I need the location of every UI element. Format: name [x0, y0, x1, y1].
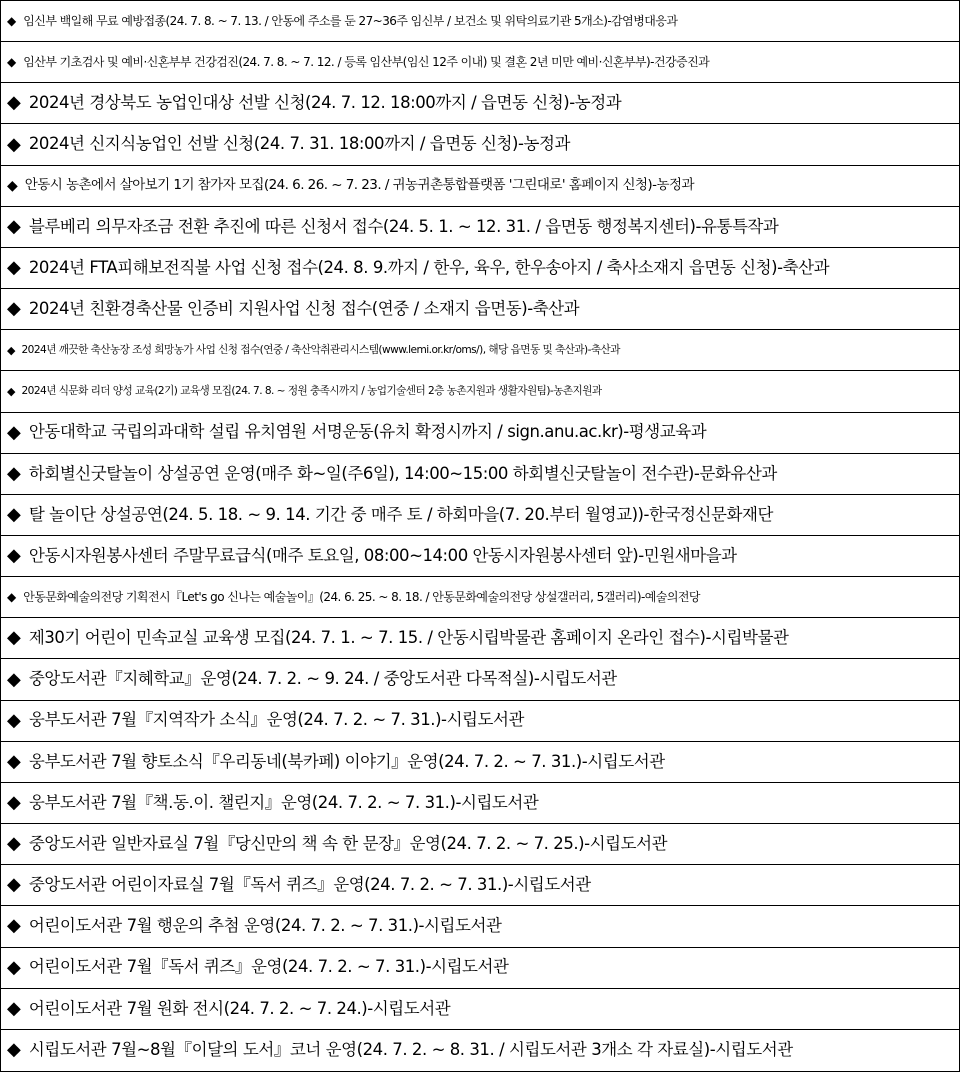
list-item: [1, 124, 959, 165]
list-item-text: 어린이도서관 7월 행운의 추첨 운영(24. 7. 2. ~ 7. 31.)-시립도서관: [28, 916, 502, 936]
list-item: [1, 824, 959, 865]
list-item-text: 블루베리 의무자조금 전환 추진에 따른 신청서 접수(24. 5. 1. ~ 12. 31. / 읍면동 행정복지센터)-유통특작과: [28, 216, 779, 236]
diamond-bullet-icon: ◆: [7, 627, 21, 649]
list-item: [1, 42, 959, 83]
list-item-text: 어린이도서관 7월『독서 퀴즈』운영(24. 7. 2. ~ 7. 31.)-시립도서관: [28, 957, 509, 977]
diamond-bullet-icon: ◆: [7, 956, 21, 978]
list-item-text: 웅부도서관 7월『지역작가 소식』운영(24. 7. 2. ~ 7. 31.)-시립도서관: [28, 710, 525, 730]
list-item: [1, 166, 959, 207]
diamond-bullet-icon: ◆: [7, 833, 21, 855]
list-item-text: 안동문화예술의전당 기획전시『Let's go 신나는 예술놀이』(24. 6. 25. ~ 8. 18. / 안동문화예술의전당 상설갤러리, 5갤러리)-예술의전당: [23, 590, 700, 605]
list-item-text: 안동대학교 국립의과대학 설립 유치염원 서명운동(유치 확정시까지 / sign.anu.ac.kr)-평생교육과: [28, 422, 707, 442]
list-item-text: 시립도서관 7월~8월『이달의 도서』코너 운영(24. 7. 2. ~ 8. 31. / 시립도서관 3개소 각 자료실)-시립도서관: [28, 1040, 793, 1060]
list-item: [1, 783, 959, 824]
diamond-bullet-icon: ◆: [7, 709, 21, 731]
list-item-text: 하회별신굿탈놀이 상설공연 운영(매주 화~일(주6일), 14:00~15:00 하회별신굿탈놀이 전수관)-문화유산과: [28, 463, 777, 483]
list-item-text: 어린이도서관 7월 원화 전시(24. 7. 2. ~ 7. 24.)-시립도서관: [28, 998, 451, 1018]
diamond-bullet-icon: ◆: [7, 215, 21, 237]
list-item: [1, 495, 959, 536]
list-item: [1, 371, 959, 412]
diamond-bullet-icon: ◆: [7, 462, 21, 484]
diamond-bullet-icon: ◆: [7, 133, 21, 155]
list-item: [1, 865, 959, 906]
list-item-text: 안동시자원봉사센터 주말무료급식(매주 토요일, 08:00~14:00 안동시자원봉사센터 앞)-민원새마을과: [28, 545, 737, 565]
diamond-bullet-icon: ◆: [7, 997, 21, 1019]
diamond-bullet-icon: ◆: [7, 384, 16, 398]
diamond-bullet-icon: ◆: [7, 298, 21, 320]
list-item-text: 2024년 FTA피해보전직불 사업 신청 접수(24. 8. 9.까지 / 한우, 육우, 한우송아지 / 축사소재지 읍면동 신청)-축산과: [28, 257, 830, 277]
list-item: [1, 948, 959, 989]
list-item-text: 2024년 경상북도 농업인대상 선발 신청(24. 7. 12. 18:00까지 / 읍면동 신청)-농정과: [28, 93, 622, 113]
list-item: [1, 742, 959, 783]
list-item-text: 중앙도서관 어린이자료실 7월『독서 퀴즈』운영(24. 7. 2. ~ 7. 31.)-시립도서관: [28, 875, 591, 895]
list-item-text: 2024년 깨끗한 축산농장 조성 희망농가 사업 신청 접수(연중 / 축산악취관리시스템(www.lemi.or.kr/oms/), 해당 읍면동 및 축산과)-축산과: [21, 343, 620, 356]
list-item: [1, 618, 959, 659]
list-item-text: 2024년 친환경축산물 인증비 지원사업 신청 접수(연중 / 소재지 읍면동)-축산과: [28, 298, 580, 318]
list-item-text: 2024년 신지식농업인 선발 신청(24. 7. 31. 18:00까지 / 읍면동 신청)-농정과: [28, 134, 570, 154]
diamond-bullet-icon: ◆: [7, 421, 21, 443]
diamond-bullet-icon: ◆: [7, 503, 21, 525]
diamond-bullet-icon: ◆: [7, 915, 21, 937]
diamond-bullet-icon: ◆: [7, 590, 17, 605]
diamond-bullet-icon: ◆: [7, 750, 21, 772]
list-item-text: 임신부 백일해 무료 예방접종(24. 7. 8. ~ 7. 13. / 안동에 주소를 둔 27~36주 임신부 / 보건소 및 위탁의료기관 5개소)-감염병대응과: [23, 14, 678, 29]
list-item: [1, 454, 959, 495]
list-item: [1, 577, 959, 618]
list-item: [1, 83, 959, 124]
diamond-bullet-icon: ◆: [7, 14, 17, 29]
diamond-bullet-icon: ◆: [7, 177, 18, 194]
diamond-bullet-icon: ◆: [7, 545, 21, 567]
list-item: [1, 906, 959, 947]
list-item: [1, 1030, 959, 1071]
list-item-text: 2024년 식문화 리더 양성 교육(2기) 교육생 모집(24. 7. 8. ~ 정원 충족시까지 / 농업기술센터 2층 농촌지원과 생활자원팀)-농촌지원과: [21, 385, 602, 398]
diamond-bullet-icon: ◆: [7, 256, 21, 278]
list-item: [1, 289, 959, 330]
list-item: [1, 207, 959, 248]
list-item-text: 제30기 어린이 민속교실 교육생 모집(24. 7. 1. ~ 7. 15. / 안동시립박물관 홈페이지 온라인 접수)-시립박물관: [28, 628, 789, 648]
list-item: [1, 330, 959, 371]
diamond-bullet-icon: ◆: [7, 1039, 21, 1061]
list-item: [1, 536, 959, 577]
list-item: [1, 248, 959, 289]
list-item-text: 탈 놀이단 상설공연(24. 5. 18. ~ 9. 14. 기간 중 매주 토 / 하회마을(7. 20.부터 월영교))-한국정신문화재단: [28, 504, 773, 524]
list-item: [1, 413, 959, 454]
list-item: [1, 659, 959, 700]
list-item-text: 안동시 농촌에서 살아보기 1기 참가자 모집(24. 6. 26. ~ 7. 23. / 귀농귀촌통합플랫폼 '그린대로' 홈페이지 신청)-농정과: [24, 176, 694, 193]
list-item: [1, 1, 959, 42]
diamond-bullet-icon: ◆: [7, 343, 16, 357]
list-item: [1, 989, 959, 1030]
diamond-bullet-icon: ◆: [7, 874, 21, 896]
diamond-bullet-icon: ◆: [7, 92, 21, 114]
list-item-text: 중앙도서관 일반자료실 7월『당신만의 책 속 한 문장』운영(24. 7. 2. ~ 7. 25.)-시립도서관: [28, 833, 668, 853]
list-item-text: 웅부도서관 7월 향토소식『우리동네(북카페) 이야기』운영(24. 7. 2. ~ 7. 31.)-시립도서관: [28, 751, 665, 771]
diamond-bullet-icon: ◆: [7, 55, 17, 70]
list-item-text: 중앙도서관『지혜학교』운영(24. 7. 2. ~ 9. 24. / 중앙도서관 다목적실)-시립도서관: [28, 669, 617, 689]
diamond-bullet-icon: ◆: [7, 791, 21, 813]
diamond-bullet-icon: ◆: [7, 668, 21, 690]
list-item-text: 웅부도서관 7월『책.동.이. 챌린지』운영(24. 7. 2. ~ 7. 31.)-시립도서관: [28, 792, 539, 812]
list-item-text: 임산부 기초검사 및 예비·신혼부부 건강검진(24. 7. 8. ~ 7. 12. / 등록 임산부(임신 12주 이내) 및 결혼 2년 미만 예비·신혼부부)-건강증진과: [23, 55, 710, 70]
list-item: [1, 701, 959, 742]
